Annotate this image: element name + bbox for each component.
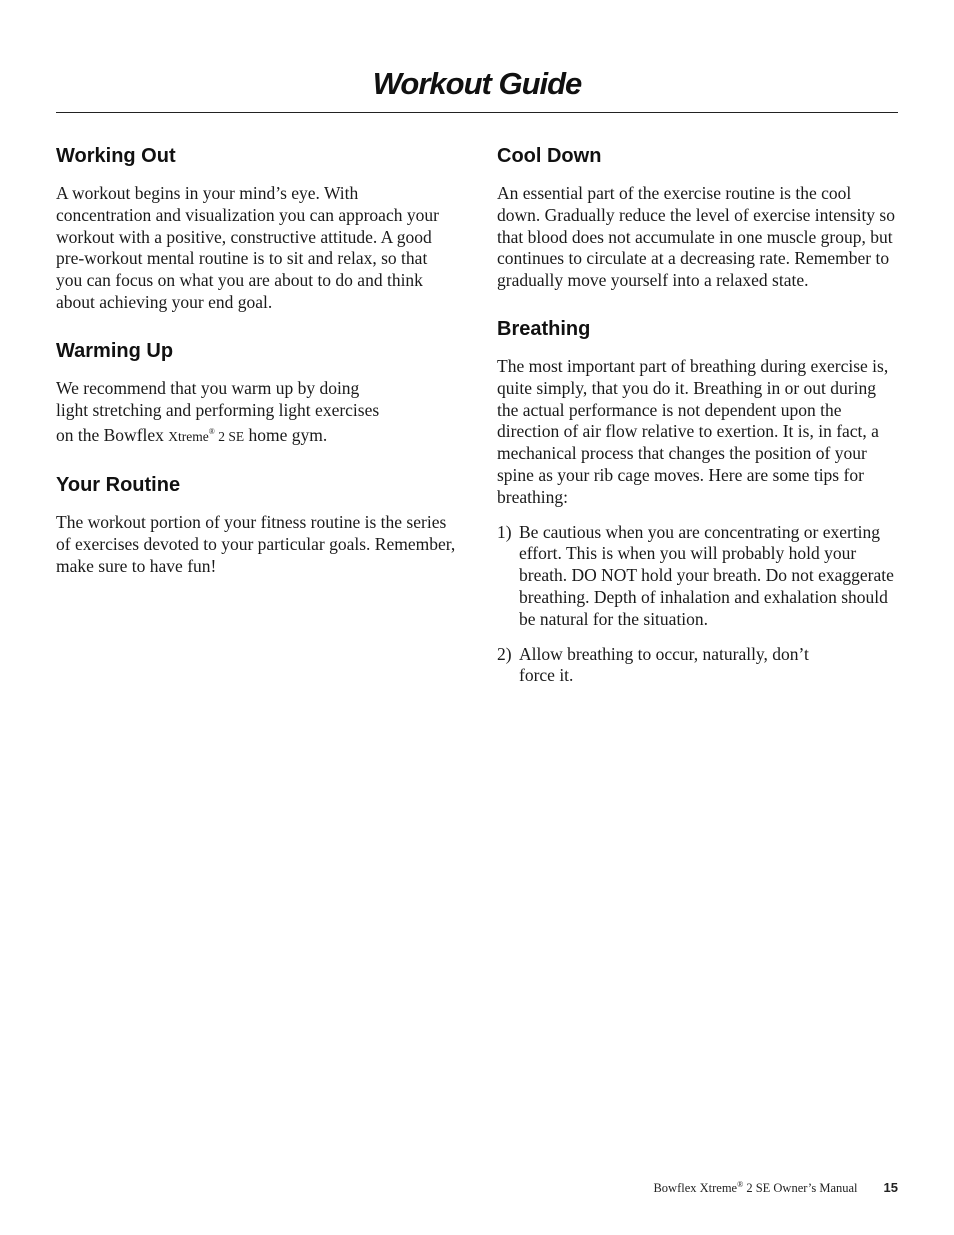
warming-up-line-3-end: home gym.: [244, 425, 328, 446]
title-divider: [56, 112, 898, 113]
warming-up-heading: Warming Up: [56, 339, 174, 362]
product-model: 2 SE: [214, 429, 245, 445]
your-routine-body: The workout portion of your fitness routine is the series of exercises devoted to your particular goals. Remember, make sure to have fun!: [56, 512, 456, 576]
cool-down-section: [497, 143, 897, 292]
breathing-section: [497, 316, 897, 687]
tip-number: 2): [497, 643, 512, 664]
breathing-body: The most important part of breathing during exercise is, quite simply, that you do it. Breathing in or out during the actual performance is not dependent upon the direction of air flow relative to exertion. It is, in fact, a mechanical process that changes the position of your spine as your rib cage moves. Here are some tips for breathing:: [497, 355, 889, 507]
warming-up-line-1: We recommend that you warm up by doing: [56, 377, 360, 398]
breathing-heading: Breathing: [497, 317, 591, 340]
breathing-tip: [497, 522, 897, 631]
tip-text: Allow breathing to occur, naturally, don’t force it.: [519, 643, 809, 686]
footer-registered-mark: ®: [737, 1180, 744, 1189]
working-out-heading: Working Out: [56, 145, 176, 167]
manual-title-prefix: Bowflex Xtreme: [653, 1181, 738, 1196]
warming-up-body: [56, 378, 456, 448]
page-title: Workout Guide: [372, 66, 582, 101]
left-column: [56, 143, 456, 590]
product-name: Xtreme: [168, 429, 209, 445]
cool-down-body: An essential part of the exercise routine is the cool down. Gradually reduce the level of exercise intensity so that blood does not accumulate in one muscle group, but continues to circulate at a decreasing rate. Remember to gradually move yourself into a relaxed state.: [497, 183, 895, 291]
working-out-section: [56, 143, 456, 314]
tip-text: Be cautious when you are concentrating or exerting effort. This is when you will probably hold your breath. DO NOT hold your breath. Do not exaggerate breathing. Depth of inhalation and exhalation should be natural for the situation.: [519, 521, 894, 629]
page-footer: [653, 1180, 898, 1196]
right-column: [497, 143, 897, 700]
warming-up-section: [56, 338, 456, 448]
cool-down-heading: Cool Down: [497, 145, 602, 167]
tip-number: 1): [497, 521, 512, 542]
breathing-tip: [497, 644, 897, 688]
warming-up-line-2: light stretching and performing light exercises: [56, 399, 380, 420]
page-number: 15: [883, 1180, 898, 1196]
manual-title: [653, 1180, 857, 1196]
warming-up-line-3-prefix: on the Bowflex: [56, 425, 169, 446]
registered-mark: ®: [208, 427, 215, 437]
manual-title-suffix: 2 SE Owner’s Manual: [743, 1181, 858, 1196]
your-routine-section: [56, 472, 456, 577]
your-routine-heading: Your Routine: [56, 474, 181, 496]
working-out-body: A workout begins in your mind’s eye. With concentration and visualization you can approach your workout with a positive, constructive attitude. A good pre-workout mental routine is to sit and relax, so that you can focus on what you are about to do and think about achieving your end goal.: [56, 183, 439, 312]
